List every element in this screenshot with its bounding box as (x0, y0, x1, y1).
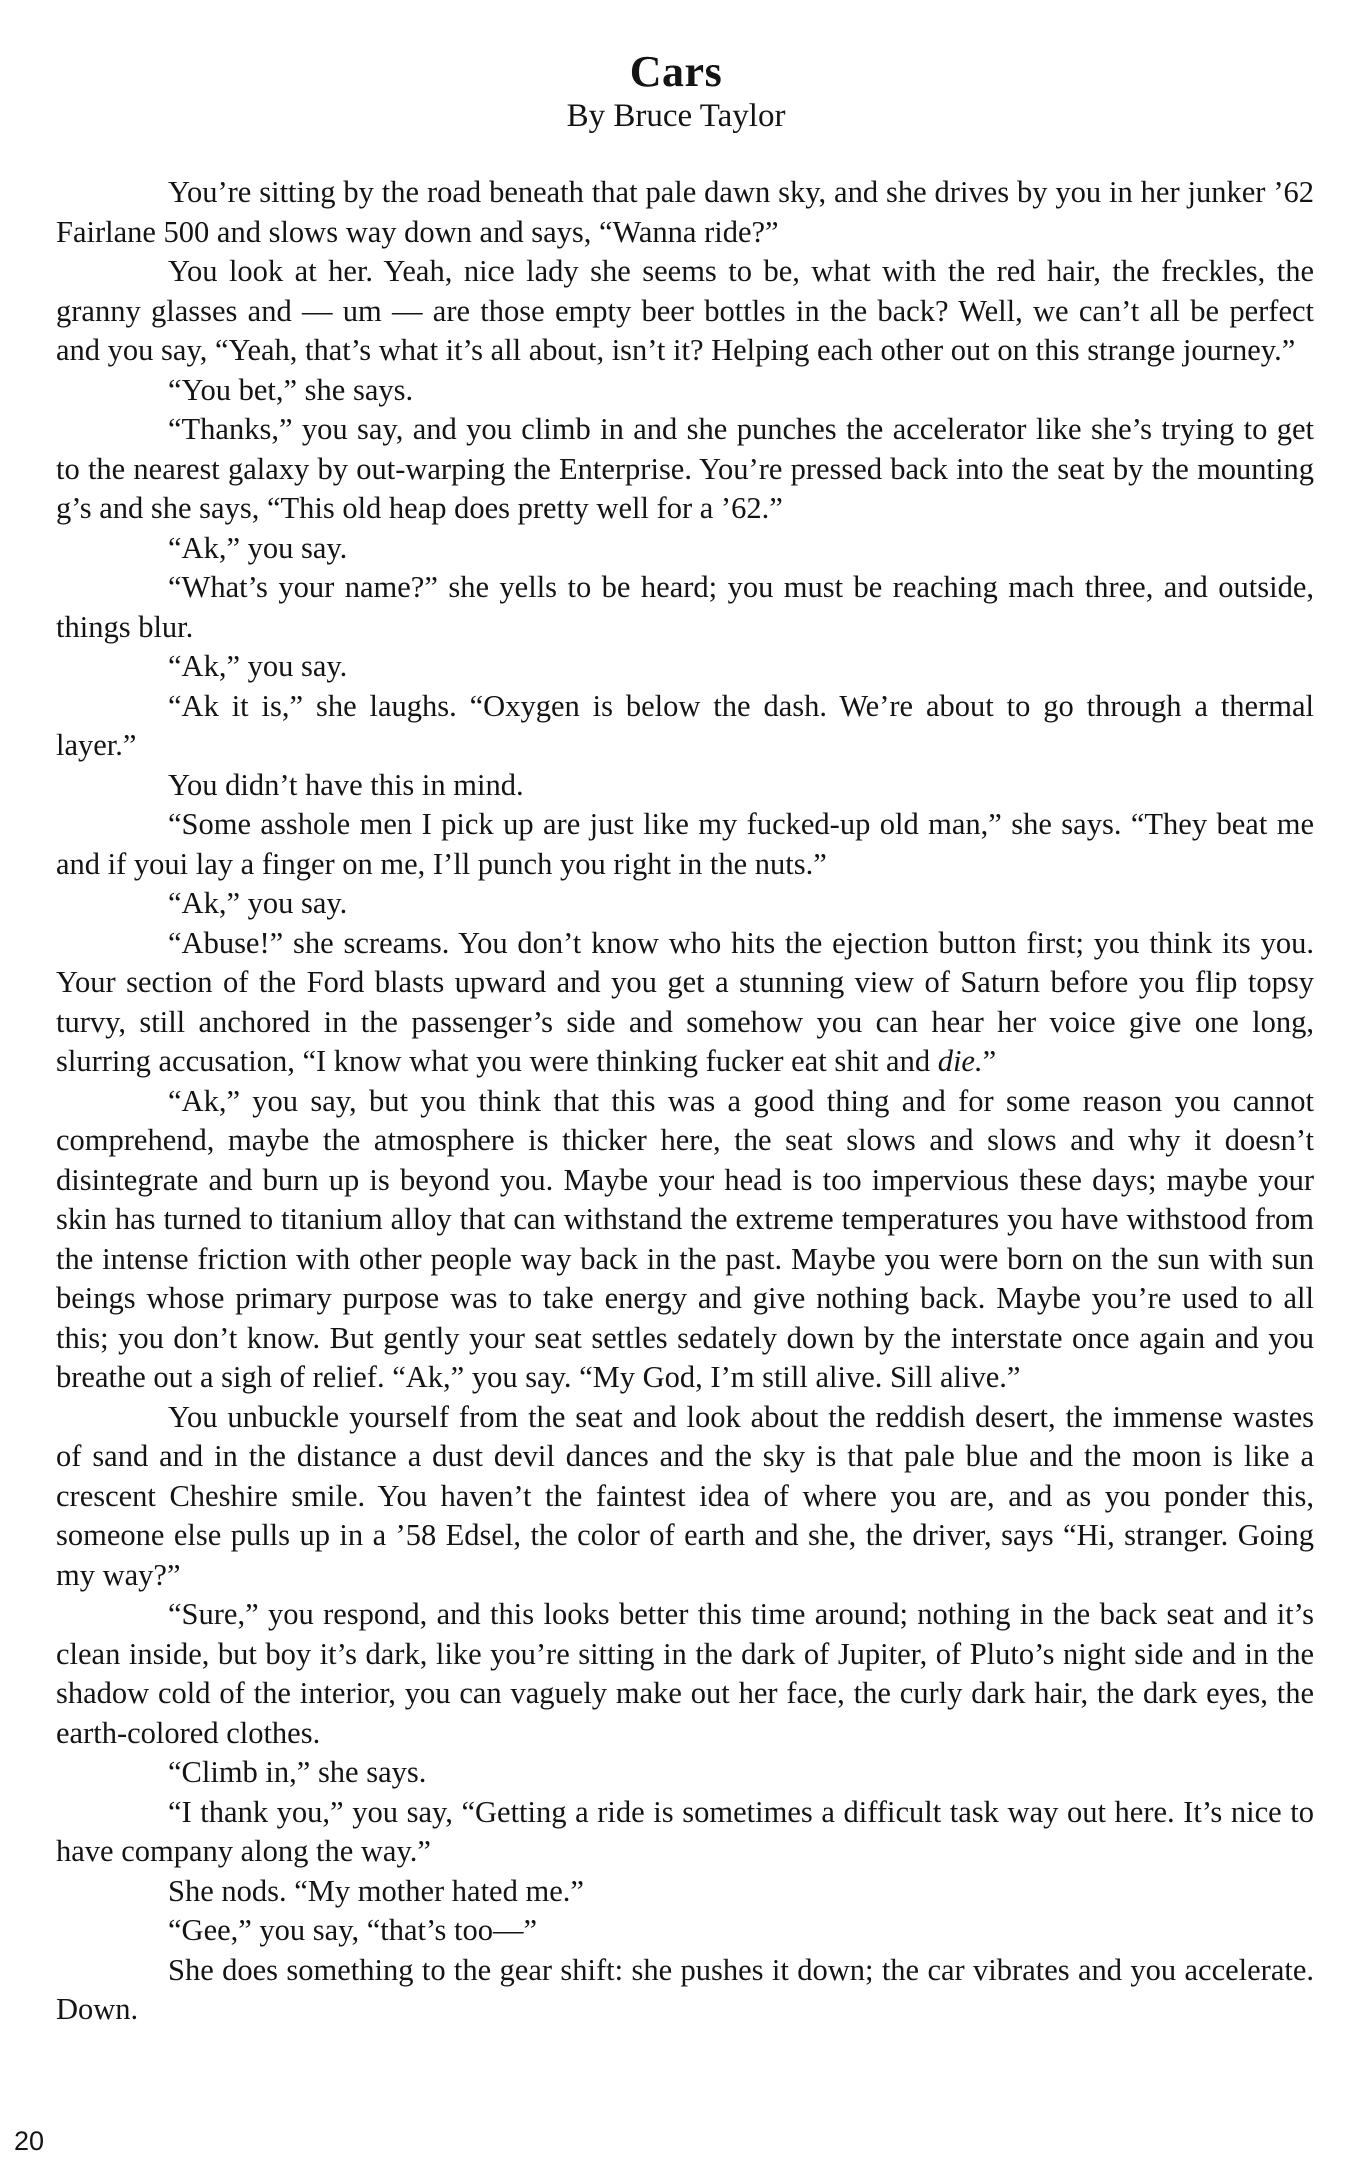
author-byline: By Bruce Taylor (566, 98, 786, 134)
paragraph: “You bet,” she says. (168, 372, 414, 407)
paragraph: “Ak,” you say. (168, 886, 348, 920)
paragraph: You didn’t have this in mind. (168, 767, 524, 802)
paragraph: “Ak,” you say. (168, 649, 348, 683)
paragraph: She does something to the gear shift: she pushes it down; the car vibrates and you accelerate. Down. (56, 1952, 1314, 2026)
paragraph: “Abuse!” she screams. You don’t know who hits the ejection button first; you think its you. Your section of the Ford blasts upward and you get a stunning view of Saturn before you flip topsy turvy, still anchored in the passenger’s side and somehow you can hear her voice give one long, slurring accusation, “I know what you were thinking fucker eat shit and die.” (56, 925, 1314, 1078)
paragraph: “Thanks,” you say, and you climb in and she punches the accelerator like she’s trying to get to the nearest galaxy by out-warping the Enterprise. You’re pressed back into the seat by the mounting g’s and she says, “This old heap does pretty well for a ’62.” (56, 412, 1314, 525)
paragraph: You unbuckle yourself from the seat and look about the reddish desert, the immense wastes of sand and in the distance a dust devil dances and the sky is that pale blue and the moon is like a crescent Cheshire smile. You haven’t the faintest idea of where you are, and as you ponder this, someone else pulls up in a ’58 Edsel, the color of earth and she, the driver, says “Hi, stranger. Going my way?” (56, 1399, 1314, 1592)
paragraph: “What’s your name?” she yells to be heard; you must be reaching mach three, and outside, things blur. (56, 570, 1314, 644)
paragraph: “Gee,” you say, “that’s too—” (168, 1913, 537, 1947)
paragraph: “I thank you,” you say, “Getting a ride is sometimes a difficult task way out here. It’s nice to have company along the way.” (56, 1794, 1314, 1868)
paragraph: “Ak it is,” she laughs. “Oxygen is below the dash. We’re about to go through a thermal layer.” (56, 688, 1314, 762)
paragraph: “Climb in,” she says. (168, 1755, 427, 1789)
paragraph: She nods. “My mother hated me.” (168, 1873, 584, 1908)
paragraph: You look at her. Yeah, nice lady she seems to be, what with the red hair, the freckles, the granny glasses and — um — are those empty beer bottles in the back? Well, we can’t all be perfect and you say, “Yeah, that’s what it’s all about, isn’t it? Helping each other out on this strange journey.” (56, 254, 1314, 367)
story-title: Cars (629, 47, 723, 96)
paragraph: “Ak,” you say. (168, 530, 348, 565)
paragraph: “Some asshole men I pick up are just like my fucked-up old man,” she says. “They beat me and if youi lay a finger on me, I’ll punch you right in the nuts.” (56, 807, 1314, 881)
story-body (56, 173, 1314, 2030)
paragraph: “Sure,” you respond, and this looks better this time around; nothing in the back seat and it’s clean inside, but boy it’s dark, like you’re sitting in the dark of Jupiter, of Pluto’s night side and in the shadow cold of the interior, you can vaguely make out her face, the curly dark hair, the dark eyes, the earth-colored clothes. (56, 1597, 1314, 1750)
paragraph: You’re sitting by the road beneath that pale dawn sky, and she drives by you in her junker ’62 Fairlane 500 and slows way down and says, “Wanna ride?” (56, 175, 1314, 249)
paragraph: “Ak,” you say, but you think that this was a good thing and for some reason you cannot comprehend, maybe the atmosphere is thicker here, the seat slows and slows and why it doesn’t disintegrate and burn up is beyond you. Maybe your head is too impervious these days; maybe your skin has turned to titanium alloy that can withstand the extreme temperatures you have withstood from the intense friction with other people way back in the past. Maybe you were born on the sun with sun beings whose primary purpose was to take energy and give nothing back. Maybe you’re used to all this; you don’t know. But gently your seat settles sedately down by the interstate once again and you breathe out a sigh of relief. “Ak,” you say. “My God, I’m still alive. Sill alive.” (56, 1083, 1314, 1394)
page-number: 20 (14, 2126, 45, 2156)
